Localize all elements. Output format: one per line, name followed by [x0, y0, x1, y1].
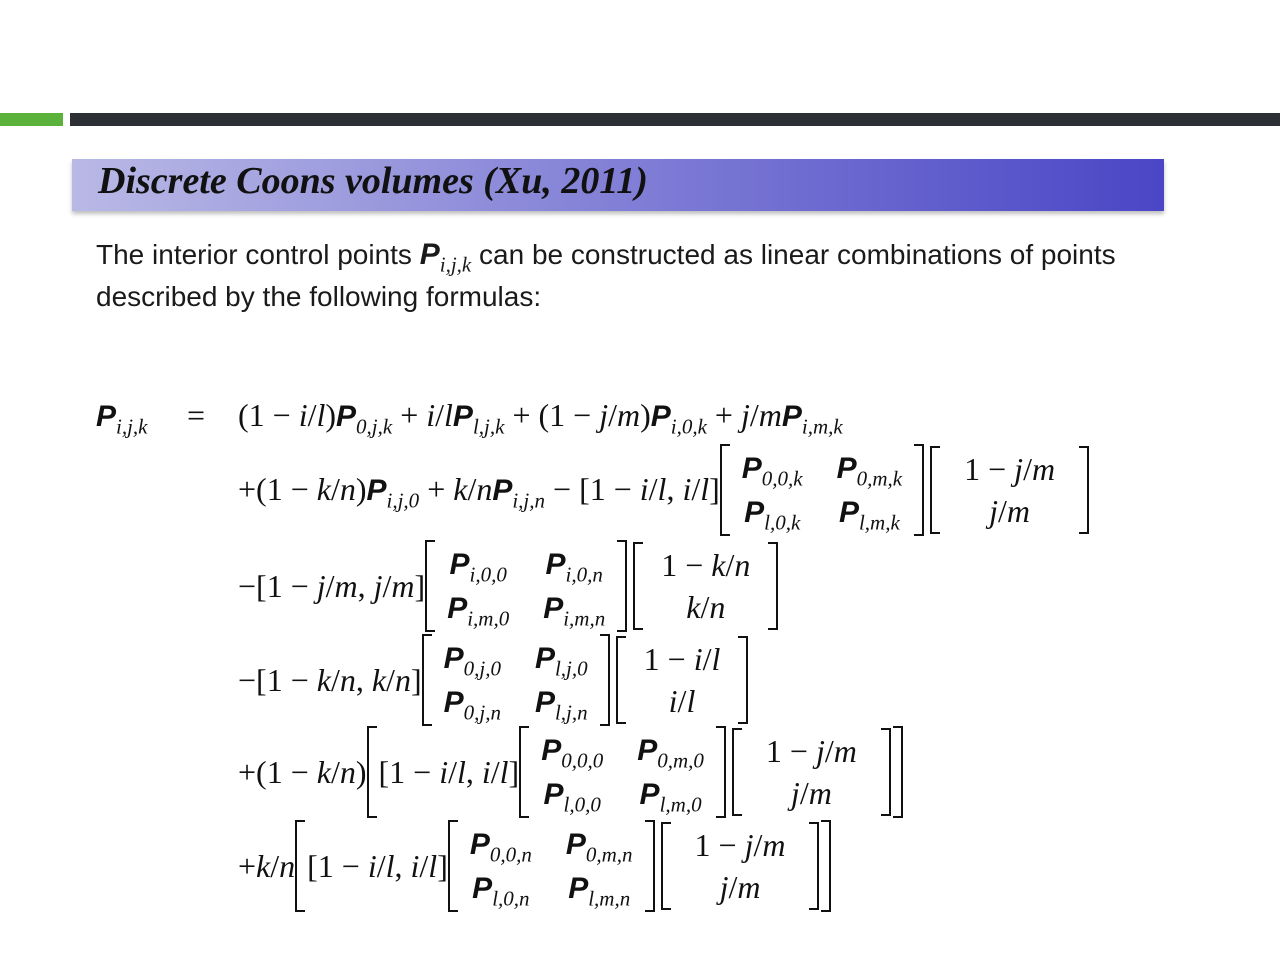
equation-line-5: +(1 − k/n) [1 − i/l, i/l] $P_{0,0,0}$ $P_{0,m,0}$ $P_{l,0,0}$ $P_{l,m,0}$ 1 − j/m j/m [238, 726, 903, 818]
slide-title: Discrete Coons volumes (Xu, 2011) [98, 160, 648, 202]
header-dark-bar [70, 113, 1280, 126]
intro-text-2: can be constructed as linear combinations of points described by the following formulas: [96, 239, 1116, 312]
equation-line-6: +k/n [1 − i/l, i/l] $P_{0,0,n}$ $P_{0,m,n}$ $P_{l,0,n}$ $P_{l,m,n}$ 1 − j/m j/m [238, 820, 831, 912]
equation-line-3: −[1 − j/m, j/m] $P_{i,0,0}$ $P_{i,0,n}$ $P_{i,m,0}$ $P_{i,m,n}$ 1 − k/n k/n [238, 540, 778, 632]
equation-line-4: −[1 − k/n, k/n] $P_{0,j,0}$ $P_{l,j,0}$ $P_{0,j,n}$ $P_{l,j,n}$ 1 − i/l i/l [238, 634, 748, 726]
intro-symbol-sub: i,j,k [439, 252, 472, 277]
equation-line-1-rhs: $(1 - i/l)P_{0,j,k} + i/lP_{l,j,k} + (1 - j/m)P_{i,0,k} + j/mP_{i,m,k}$ [238, 397, 843, 439]
equation-line-2: $+(1 - k/n)P_{i,j,0} + k/nP_{i,j,n} - [1 - i/l$, i/l] $P_{0,0,k}$ $P_{0,m,k}$ $P_{l,0,k}$ $P_{l,m,k}$ 1 − j/m j/m [238, 444, 1089, 536]
intro-paragraph [96, 234, 1156, 318]
equation-line-1: $P_{i,j,k}$ [96, 400, 148, 439]
intro-symbol: P [419, 238, 440, 271]
accent-green-bar [0, 113, 63, 126]
intro-text-1: The interior control points [96, 239, 420, 270]
equals-sign: = [187, 397, 206, 433]
